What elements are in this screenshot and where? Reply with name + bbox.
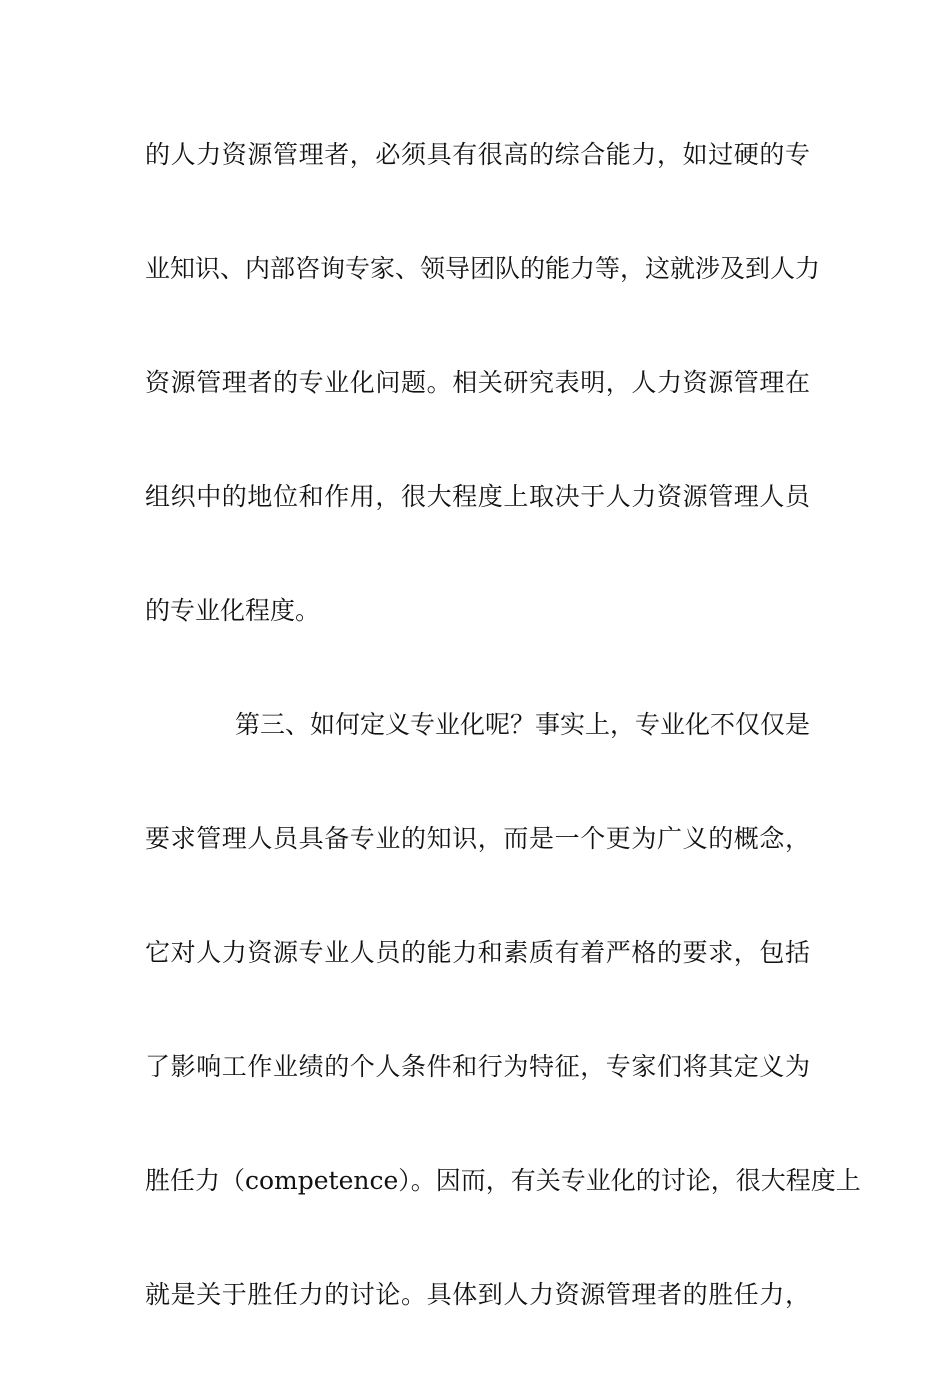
text-line: 业知识、内部咨询专家、领导团队的能力等，这就涉及到人力 [145, 254, 821, 283]
text-line: 组织中的地位和作用，很大程度上取决于人力资源管理人员 [145, 482, 810, 511]
body-text [145, 126, 861, 1380]
text-line: 它对人力资源专业人员的能力和素质有着严格的要求，包括 [145, 938, 810, 967]
text-line: 胜任力（competence）。因而，有关专业化的讨论，很大程度上 [145, 1166, 861, 1195]
paragraph-1 [145, 126, 821, 639]
paragraph-2 [145, 696, 861, 1323]
text-line: 就是关于胜任力的讨论。具体到人力资源管理者的胜任力， [145, 1280, 810, 1309]
text-line: 的人力资源管理者，必须具有很高的综合能力，如过硬的专 [145, 140, 810, 169]
text-line: 要求管理人员具备专业的知识，而是一个更为广义的概念， [145, 824, 810, 853]
text-line: 资源管理者的专业化问题。相关研究表明，人力资源管理在 [145, 368, 810, 397]
text-line: 了影响工作业绩的个人条件和行为特征，专家们将其定义为 [145, 1052, 810, 1081]
text-line: 第三、如何定义专业化呢？事实上，专业化不仅仅是 [235, 710, 811, 739]
text-line: 的专业化程度。 [145, 596, 321, 625]
